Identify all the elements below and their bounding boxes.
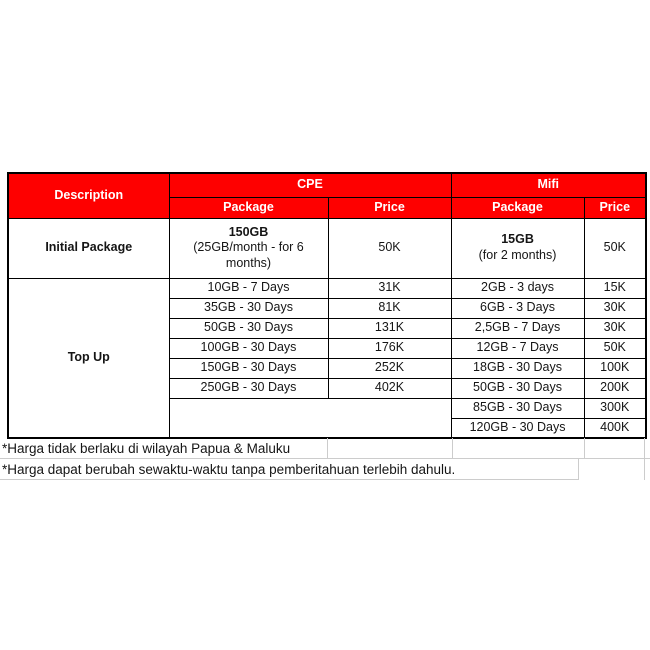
cpe-topup-price: 81K: [328, 298, 451, 318]
cpe-topup-package: 100GB - 30 Days: [169, 338, 328, 358]
footnote-text: *Harga tidak berlaku di wilayah Papua & Maluku: [2, 440, 291, 456]
cpe-topup-package: 50GB - 30 Days: [169, 318, 328, 338]
mifi-topup-package: 2,5GB - 7 Days: [451, 318, 584, 338]
mifi-topup-package: 120GB - 30 Days: [451, 418, 584, 438]
initial-cpe-package-detail: (25GB/month - for 6 months): [193, 240, 304, 270]
cpe-empty-cell: [169, 398, 451, 438]
header-cpe-price: Price: [328, 197, 451, 218]
cpe-topup-package: 250GB - 30 Days: [169, 378, 328, 398]
mifi-topup-price: 30K: [584, 298, 646, 318]
pricing-table: [7, 172, 647, 439]
mifi-topup-price: 200K: [584, 378, 646, 398]
cpe-topup-price: 252K: [328, 358, 451, 378]
mifi-topup-package: 2GB - 3 days: [451, 278, 584, 298]
initial-cpe-package-main: 150GB: [228, 224, 269, 239]
initial-mifi-price: 50K: [584, 218, 646, 278]
cpe-topup-package: 35GB - 30 Days: [169, 298, 328, 318]
cpe-topup-package: 150GB - 30 Days: [169, 358, 328, 378]
header-description: Description: [8, 173, 169, 218]
footnotes-area: [0, 438, 650, 480]
header-cpe-package: Package: [169, 197, 328, 218]
mifi-topup-price: 15K: [584, 278, 646, 298]
mifi-topup-package: 12GB - 7 Days: [451, 338, 584, 358]
gridline: [584, 438, 585, 458]
header-mifi-price: Price: [584, 197, 646, 218]
cpe-topup-price: 176K: [328, 338, 451, 358]
cpe-topup-price: 31K: [328, 278, 451, 298]
footnote-text: *Harga dapat berubah sewaktu-waktu tanpa pemberitahuan terlebih dahulu.: [2, 461, 456, 477]
mifi-topup-price: 100K: [584, 358, 646, 378]
initial-cpe-price: 50K: [328, 218, 451, 278]
initial-mifi-package-detail: (for 2 months): [478, 248, 557, 262]
initial-mifi-package-main: 15GB: [501, 232, 534, 247]
mifi-topup-package: 85GB - 30 Days: [451, 398, 584, 418]
cpe-topup-package: 10GB - 7 Days: [169, 278, 328, 298]
gridline: [0, 479, 578, 480]
gridline: [452, 438, 453, 458]
row-label-initial-package: Initial Package: [8, 218, 169, 278]
initial-mifi-package: [451, 218, 584, 278]
mifi-topup-price: 400K: [584, 418, 646, 438]
footnote-row: [0, 438, 650, 459]
cpe-topup-price: 402K: [328, 378, 451, 398]
gridline: [578, 459, 579, 480]
cpe-topup-price: 131K: [328, 318, 451, 338]
header-group-mifi: Mifi: [451, 173, 646, 197]
header-group-cpe: CPE: [169, 173, 451, 197]
footnote-row: [0, 459, 650, 479]
row-label-top-up: Top Up: [8, 278, 169, 438]
gridline: [644, 438, 645, 458]
initial-cpe-package: [169, 218, 328, 278]
mifi-topup-package: 18GB - 30 Days: [451, 358, 584, 378]
mifi-topup-price: 50K: [584, 338, 646, 358]
mifi-topup-package: 6GB - 3 Days: [451, 298, 584, 318]
gridline: [644, 459, 645, 480]
mifi-topup-package: 50GB - 30 Days: [451, 378, 584, 398]
header-mifi-package: Package: [451, 197, 584, 218]
gridline: [327, 438, 328, 458]
mifi-topup-price: 30K: [584, 318, 646, 338]
mifi-topup-price: 300K: [584, 398, 646, 418]
